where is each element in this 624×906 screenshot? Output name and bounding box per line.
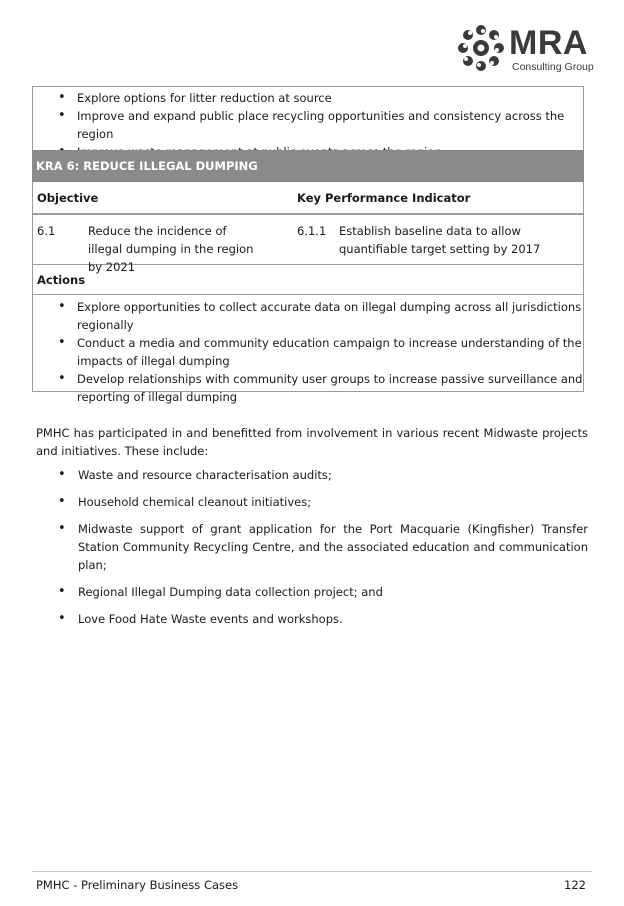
mra-logo bbox=[455, 20, 595, 76]
list-item: • Household chemical cleanout initiatives; bbox=[36, 493, 588, 511]
actions-header-row bbox=[32, 265, 584, 295]
list-item: • Love Food Hate Waste events and workshops. bbox=[36, 610, 588, 628]
list-item: • Conduct a media and community education campaign to increase understanding of the impacts of illegal dumping bbox=[33, 334, 583, 370]
objective-text: Reduce the incidence of illegal dumping in the region by 2021 bbox=[88, 224, 254, 274]
body-intro-paragraph: PMHC has participated in and benefitted from involvement in various recent Midwaste projects and initiatives. These include: bbox=[36, 426, 588, 458]
list-item: • Midwaste support of grant application for the Port Macquarie (Kingfisher) Transfer Station Community Recycling Centre, and the associated education and communication plan; bbox=[36, 520, 588, 574]
list-item: • Improve and expand public place recycling opportunities and consistency across the region bbox=[33, 107, 583, 143]
top-bullet-box bbox=[32, 86, 584, 150]
objective-number: 6.1 bbox=[37, 224, 56, 238]
footer-divider bbox=[32, 871, 592, 872]
mra-logo-mark-icon bbox=[455, 22, 507, 74]
kpi-number: 6.1.1 bbox=[297, 224, 327, 238]
actions-header: Actions bbox=[37, 273, 86, 287]
logo-subtitle: Consulting Group bbox=[512, 61, 594, 73]
actions-box bbox=[32, 295, 584, 404]
list-item: • Waste and resource characterisation audits; bbox=[36, 466, 588, 484]
list-item: • Explore options for litter reduction at source bbox=[33, 89, 583, 107]
kra-title-bar: KRA 6: REDUCE ILLEGAL DUMPING bbox=[32, 150, 584, 182]
kpi-header: Key Performance Indicator bbox=[297, 191, 471, 205]
actions-list bbox=[33, 298, 583, 406]
footer-document-title: PMHC - Preliminary Business Cases bbox=[36, 878, 239, 892]
logo-wordmark: MRA bbox=[509, 24, 588, 62]
objective-header: Objective bbox=[37, 191, 99, 205]
list-item: • Regional Illegal Dumping data collection project; and bbox=[36, 583, 588, 601]
objective-header-row bbox=[32, 182, 584, 214]
list-item: • Explore opportunities to collect accurate data on illegal dumping across all jurisdictions regionally bbox=[33, 298, 583, 334]
page-number: 122 bbox=[564, 878, 586, 892]
list-item: • Develop relationships with community user groups to increase passive surveillance and reporting of illegal dumping bbox=[33, 370, 583, 406]
body-bullet-list bbox=[36, 466, 588, 637]
kpi-text: Establish baseline data to allow quantifiable target setting by 2017 bbox=[339, 224, 541, 256]
objective-row bbox=[32, 214, 584, 274]
